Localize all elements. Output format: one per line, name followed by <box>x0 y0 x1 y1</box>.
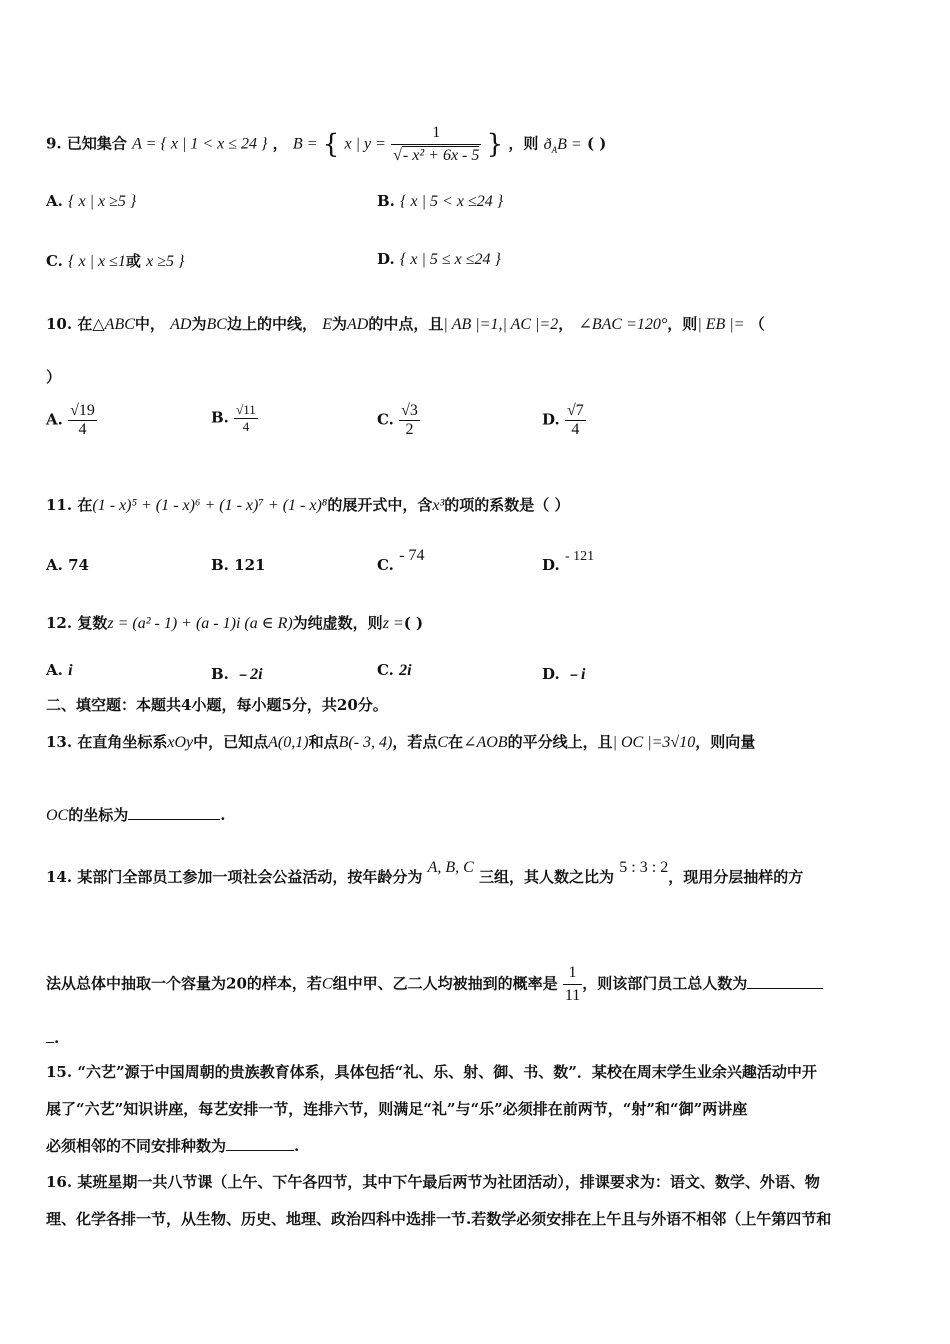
q12-option-a-label: A. <box>46 661 63 679</box>
q9-option-a <box>46 192 136 211</box>
q12-t1: 复数 <box>77 614 108 632</box>
q13-end: . <box>220 806 226 824</box>
q9-set-b-inner: x | y = <box>344 135 386 153</box>
q15-answer-blank[interactable] <box>226 1136 294 1151</box>
q9-option-c-label: C. <box>46 252 63 270</box>
q14-t5: 组中甲、乙二人均被抽到的概率是 <box>332 974 558 993</box>
q10-t2: 中， <box>134 315 165 333</box>
q9-option-c-or: 或 <box>125 252 141 270</box>
q12-t2: 为纯虚数，则 <box>292 614 383 632</box>
q14-probability-den: 11 <box>564 987 581 1004</box>
q12-option-a-text: i <box>68 662 73 679</box>
q12-option-c-label: C. <box>377 661 394 679</box>
q10-option-b-label: B. <box>211 408 229 427</box>
q10-option-c-den: 2 <box>405 421 414 438</box>
q10-option-d-fraction <box>565 402 586 439</box>
q13-t8: 的坐标为 <box>68 806 129 824</box>
q13-oc-length: | OC |=3√10 <box>612 734 696 751</box>
q10-option-d-den: 4 <box>571 421 580 438</box>
q9-option-c-text2: x ≥5 } <box>146 253 185 270</box>
q14-t2: 三组，其人数之比为 <box>479 868 615 886</box>
q9-expr-main: ð <box>543 135 552 153</box>
q9-set-a: A = { x | 1 < x ≤ 24 } <box>132 135 268 153</box>
q11-t1: 在 <box>77 496 93 514</box>
q10-ad2: AD <box>346 316 369 333</box>
q14-end: . <box>54 1029 60 1047</box>
q10-option-c <box>377 402 420 439</box>
q16-number: 16. <box>46 1173 73 1191</box>
q11-option-a-text: 74 <box>68 556 89 574</box>
q13-line2 <box>46 804 906 827</box>
q10-bc: BC <box>206 316 227 333</box>
q10-option-b <box>211 402 258 435</box>
q12-option-d <box>542 661 585 684</box>
q9-lead: 已知集合 <box>66 134 127 153</box>
q14-ratio: 5 : 3 : 2 <box>619 859 669 876</box>
q10-option-b-num: √11 <box>236 402 256 417</box>
q9-expr-tail: B = <box>557 135 582 153</box>
q12-z: z = <box>382 615 404 632</box>
q10-option-b-den: 4 <box>242 419 250 434</box>
q12-option-c-text: 2i <box>399 662 412 679</box>
q10-option-d-num: √7 <box>566 402 584 419</box>
q14-t1: 某部门全部员工参加一项社会公益活动，按年龄分为 <box>77 868 423 886</box>
q10-t4: 边上的中线， <box>226 315 317 333</box>
q10-option-a-label: A. <box>46 410 63 429</box>
q14-t3: ，现用分层抽样的方 <box>668 868 804 886</box>
q10-t3: 为 <box>191 315 207 333</box>
q9-option-b-label: B. <box>377 192 395 210</box>
q14-group-c: C <box>321 975 333 993</box>
q10-option-a-den: 4 <box>78 421 87 438</box>
q14-number: 14. <box>46 868 73 886</box>
q14-groups: A, B, C <box>427 859 474 876</box>
question-9 <box>46 122 906 167</box>
q9-paren: ( ) <box>586 134 607 153</box>
q12-option-b-text: ﹣2i <box>234 666 263 683</box>
q9-option-c <box>46 250 184 271</box>
q9-then: ，则 <box>508 134 539 153</box>
q9-option-d <box>377 250 501 269</box>
q15-line3-text: 必须相邻的不同安排种数为 <box>46 1137 227 1155</box>
q11-option-c-label: C. <box>377 556 394 574</box>
q11-option-a <box>46 556 89 574</box>
q15-line2: 展了“六艺”知识讲座，每艺安排一节，连排六节，则满足“礼”与“乐”必须排在前两节，“射”和“御”两讲座 <box>46 1100 748 1118</box>
q10-option-c-label: C. <box>377 410 394 429</box>
q10-open-paren: （ <box>749 315 765 333</box>
q13-point-a: A(0,1) <box>268 734 309 751</box>
q12-t3: ( ) <box>403 614 424 632</box>
question-12 <box>46 612 906 635</box>
q16-line1: 某班星期一共八节课（上午、下午各四节，其中下午最后两节为社团活动），排课要求为：语文、数学、外语、物 <box>77 1173 820 1191</box>
q10-t1: 在 <box>77 315 93 333</box>
q9-expr-sub: A <box>551 144 558 155</box>
q9-frac-num: 1 <box>391 122 481 145</box>
q9-expr <box>544 136 582 153</box>
q9-option-c-text1: { x | x ≤1 <box>68 253 126 270</box>
q10-eb: | EB |= <box>697 316 745 333</box>
q11-expr: (1 - x)⁵ + (1 - x)⁶ + (1 - x)⁷ + (1 - x)⁸ <box>92 497 328 514</box>
q12-number: 12. <box>46 614 73 632</box>
q11-option-b-text: 121 <box>234 556 266 574</box>
q9-option-d-text: { x | 5 ≤ x ≤24 } <box>399 251 501 268</box>
q10-angle: ∠BAC =120° <box>578 316 668 333</box>
right-brace-icon: } <box>486 129 504 160</box>
q11-option-d-label: D. <box>542 556 560 574</box>
q9-fraction <box>391 122 481 167</box>
q14-t4: 法从总体中抽取一个容量为20的样本，若 <box>46 974 322 993</box>
q10-t6: 的中点，且 <box>368 315 444 333</box>
q13-t5: 在 <box>448 733 464 751</box>
q10-comma: ， <box>558 315 574 333</box>
q11-x3: x³ <box>432 497 445 514</box>
q11-number: 11. <box>46 496 73 514</box>
q13-t1: 在直角坐标系 <box>77 733 168 751</box>
q14-probability <box>563 962 582 1007</box>
section-2-title: 二、填空题：本题共4小题，每小题5分，共20分。 <box>46 696 388 714</box>
q9-option-b-text: { x | 5 < x ≤24 } <box>400 193 504 210</box>
q10-ad: AD <box>170 316 192 333</box>
q11-t3: 的项的系数是（ ） <box>444 496 570 514</box>
q10-option-c-fraction <box>399 402 420 439</box>
q12-option-d-label: D. <box>542 665 560 683</box>
q10-close-line <box>46 366 906 388</box>
q14-answer-blank[interactable] <box>747 974 823 989</box>
question-11 <box>46 494 906 517</box>
q14-line3 <box>46 1027 906 1049</box>
q13-answer-blank[interactable] <box>128 805 220 820</box>
q13-t4: ，若点 <box>392 733 438 751</box>
q12-expr: z = (a² - 1) + (a - 1)i (a ∈ R) <box>107 615 293 632</box>
q13-point-b: B(- 3, 4) <box>338 734 393 751</box>
q13-t2: 中，已知点 <box>193 733 269 751</box>
q12-option-c <box>377 661 412 680</box>
question-10 <box>46 313 906 336</box>
q11-option-c <box>377 546 425 574</box>
q11-option-b-label: B. <box>211 556 229 574</box>
q10-option-b-fraction <box>234 402 258 435</box>
q15-number: 15. <box>46 1063 73 1081</box>
q11-t2: 的展开式中，含 <box>327 496 433 514</box>
q11-option-b <box>211 556 265 574</box>
q10-close-paren: ） <box>46 368 62 386</box>
q11-option-c-text: - 74 <box>399 547 425 564</box>
q15-line3 <box>46 1135 906 1157</box>
q10-option-a-fraction <box>68 402 97 439</box>
q9-sep: ， <box>272 134 288 153</box>
q10-cond1: | AB |=1,| AC |=2 <box>443 316 559 333</box>
q13-t6: 的平分线上，且 <box>507 733 613 751</box>
q12-option-b-label: B. <box>211 665 229 683</box>
q13-t3: 和点 <box>308 733 339 751</box>
q13-angle: ∠AOB <box>463 734 508 751</box>
q13-vector-oc: OC <box>46 807 69 824</box>
q16-line2: 理、化学各排一节，从生物、历史、地理、政治四科中选排一节.若数学必须安排在上午且与外语不相邻（上午第四节和 <box>46 1210 832 1228</box>
q11-option-a-label: A. <box>46 556 63 574</box>
q9-option-d-label: D. <box>377 250 395 268</box>
q12-option-b <box>211 661 263 684</box>
q15-end: . <box>294 1137 300 1155</box>
q10-t5: 为 <box>331 315 347 333</box>
question-13 <box>46 731 906 754</box>
q9-set-b-head: B = <box>292 135 318 153</box>
q9-frac-den-radicand: - x² + 6x - 5 <box>402 147 480 164</box>
q14-probability-num: 1 <box>563 962 582 985</box>
q13-t7: ，则向量 <box>695 733 756 751</box>
q10-number: 10. <box>46 315 73 333</box>
q11-option-d <box>542 546 595 574</box>
q13-number: 13. <box>46 733 73 751</box>
q10-t7: ，则 <box>667 315 698 333</box>
q14-line2 <box>46 962 906 1007</box>
q9-number: 9. <box>46 134 62 153</box>
q15-line1: “六艺”源于中国周朝的贵族教育体系，具体包括“礼、乐、射、御、书、数”．某校在周末学生业余兴趣活动中开 <box>77 1063 817 1081</box>
q10-option-a <box>46 402 97 439</box>
question-14 <box>46 859 906 889</box>
question-15 <box>46 1061 906 1083</box>
q9-frac-den: √- x² + 6x - 5 <box>393 147 480 164</box>
q11-option-d-text: - 121 <box>564 549 595 564</box>
q9-option-b <box>377 192 503 211</box>
q9-option-a-label: A. <box>46 192 63 210</box>
q10-triangle: △ABC <box>92 316 135 333</box>
q10-option-d <box>542 402 586 439</box>
q10-e: E <box>322 316 332 333</box>
q13-point-c: C <box>437 734 449 751</box>
left-brace-icon: { <box>322 129 340 160</box>
q14-answer-blank-tail[interactable] <box>46 1028 54 1043</box>
q14-t6: ，则该部门员工总人数为 <box>582 974 748 993</box>
q12-option-a <box>46 661 73 680</box>
q10-option-c-num: √3 <box>401 402 418 419</box>
q12-option-d-text: ﹣i <box>564 666 586 683</box>
question-16 <box>46 1171 906 1193</box>
q10-option-a-num: √19 <box>70 402 95 419</box>
q13-xoy: xOy <box>167 734 194 751</box>
q10-option-d-label: D. <box>542 410 560 429</box>
q9-option-a-text: { x | x ≥5 } <box>68 193 137 210</box>
